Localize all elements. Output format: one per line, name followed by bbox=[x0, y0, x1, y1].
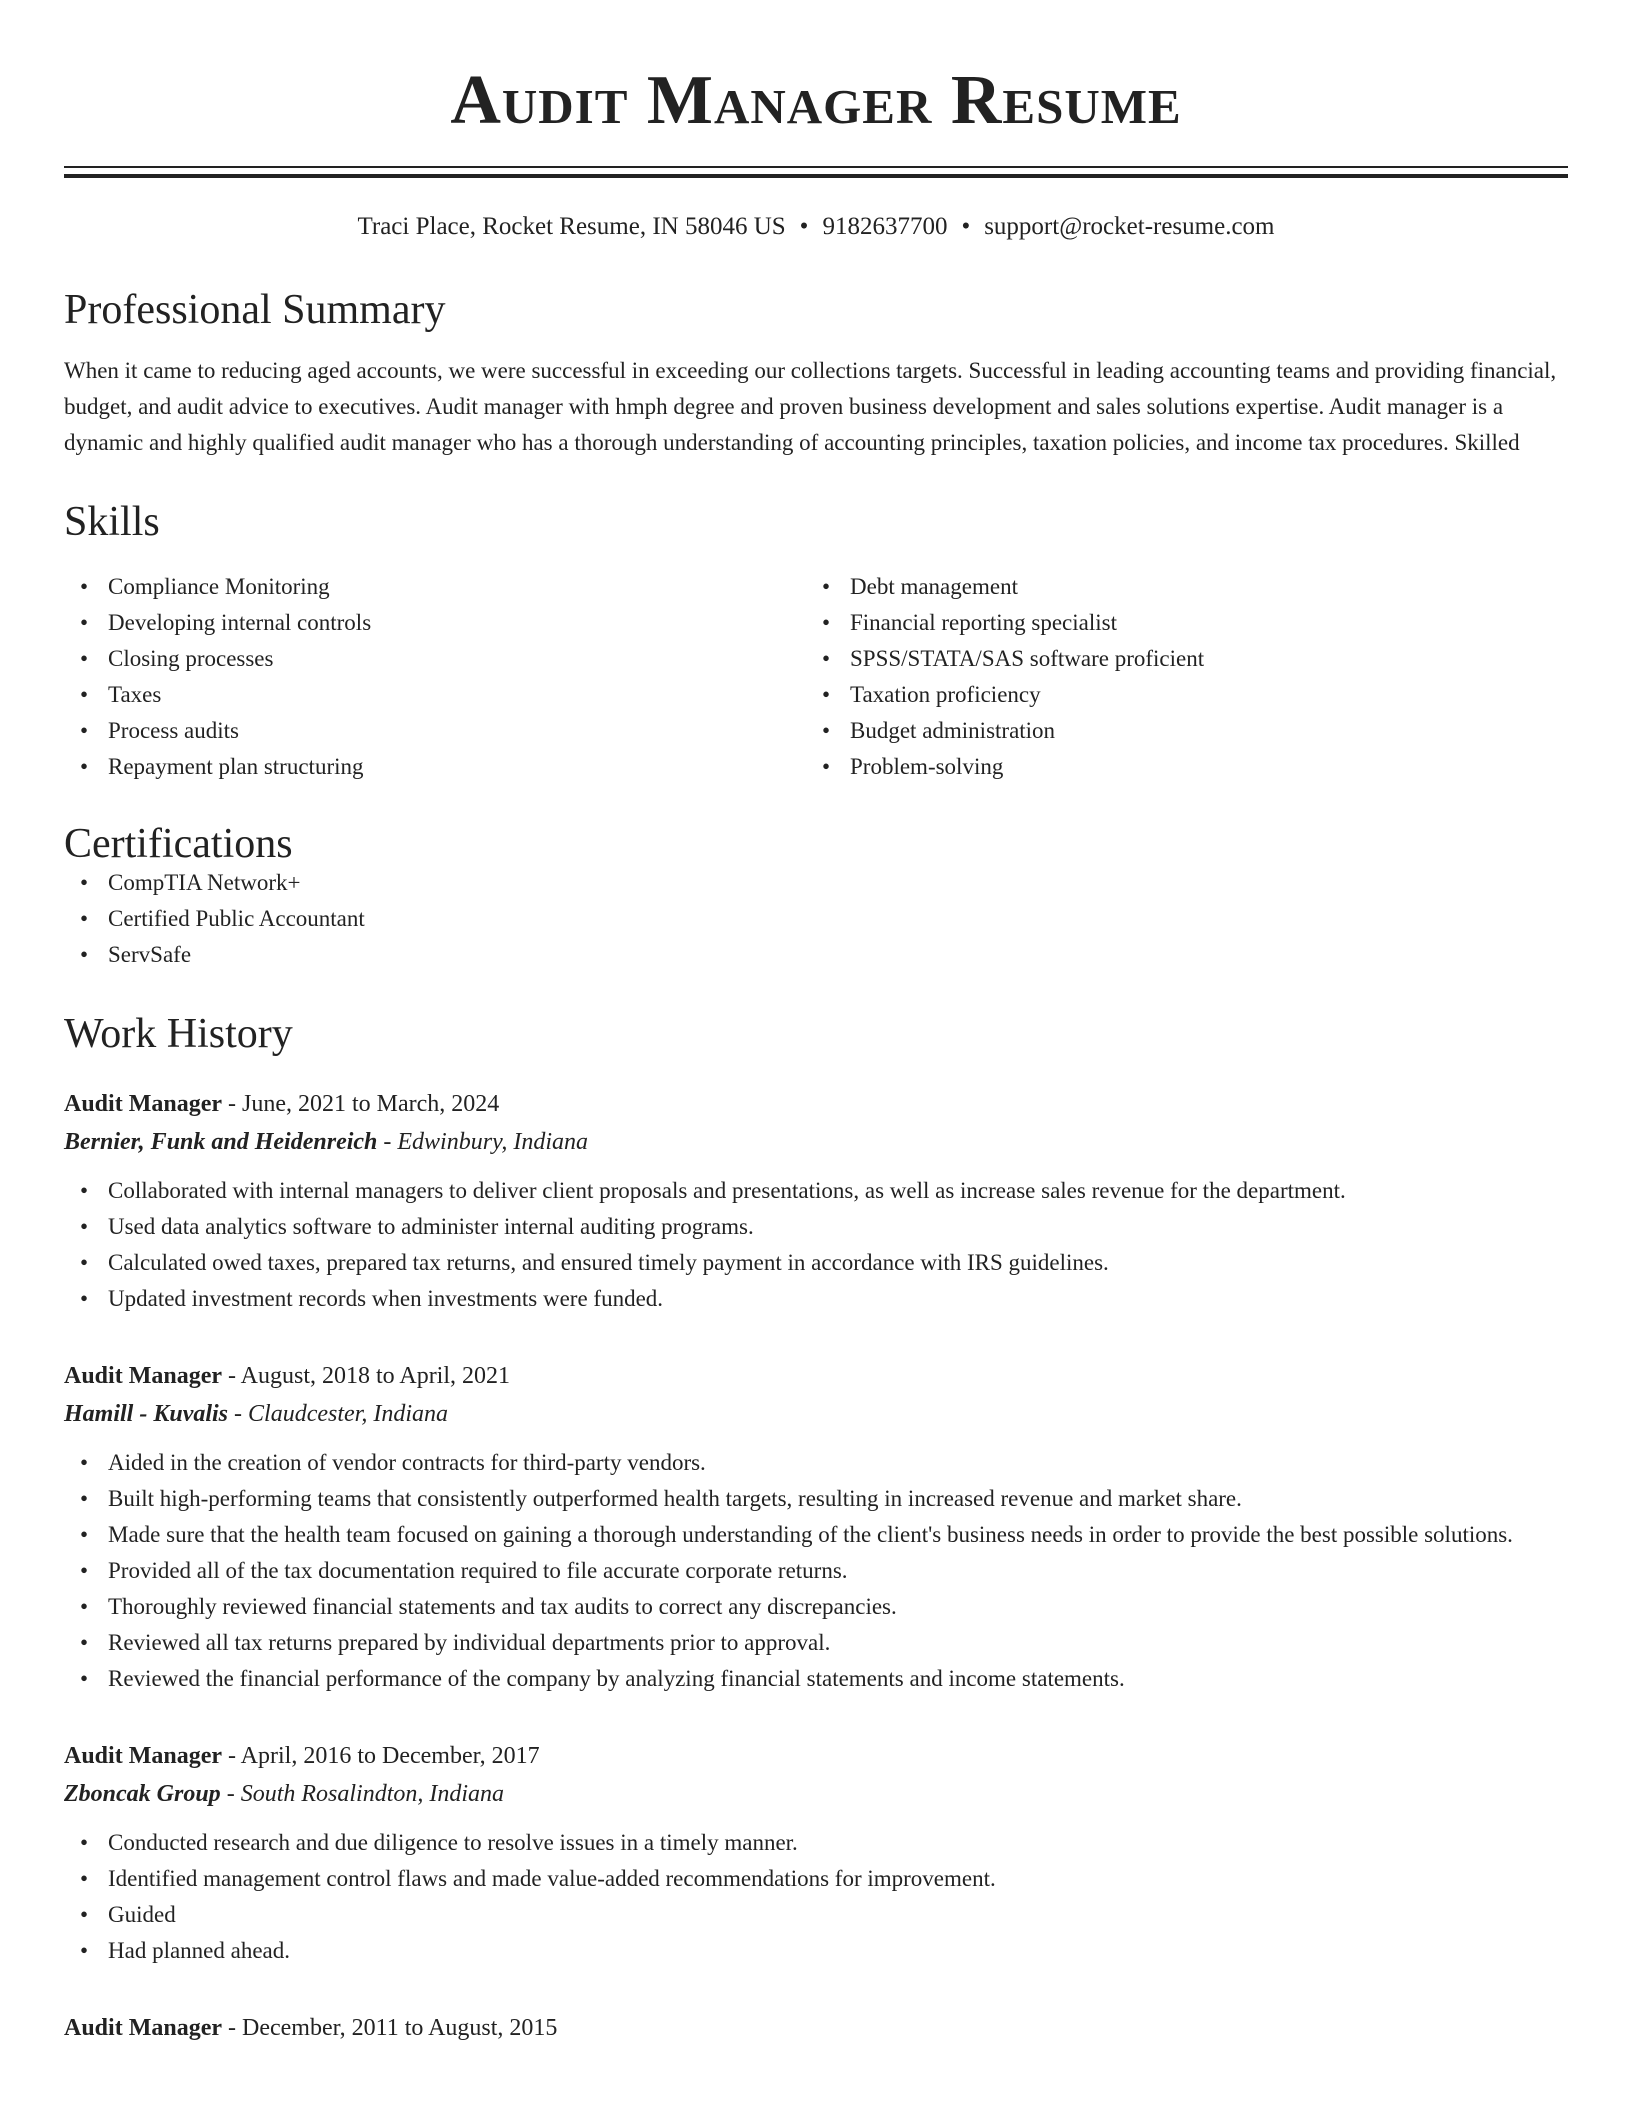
contact-email: support@rocket-resume.com bbox=[984, 213, 1275, 240]
contact-line bbox=[64, 214, 1568, 239]
job-duty-item-text: Built high-performing teams that consistently outperformed health targets, resulting in increased revenue and market share. bbox=[108, 1486, 1242, 1511]
job-entry bbox=[64, 1737, 1568, 1969]
bullet-icon: • bbox=[80, 1522, 89, 1547]
job-duty-item bbox=[64, 1281, 1568, 1317]
bullet-icon: • bbox=[80, 574, 89, 599]
certification-item bbox=[64, 937, 1568, 973]
job-duty-item-text: Updated investment records when investments were funded. bbox=[108, 1286, 664, 1311]
certification-item-text: Certified Public Accountant bbox=[108, 906, 365, 931]
skill-item-text: SPSS/STATA/SAS software proficient bbox=[850, 646, 1205, 671]
summary-text: When it came to reducing aged accounts, we were successful in exceeding our collections targets. Successful in leading accounting teams and providing financial, budget, and audit advice to executives. Audit manager with hmph degree and proven business development and sales solutions expertise. Audit manager is a dynamic and highly qualified audit manager who has a thorough understanding of accounting principles, taxation policies, and income tax procedures. Skilled bbox=[64, 358, 1557, 455]
certification-item bbox=[64, 865, 1568, 901]
contact-separator: • bbox=[961, 213, 971, 240]
job-title: Audit Manager bbox=[64, 1091, 222, 1117]
skill-item-text: Budget administration bbox=[850, 718, 1056, 743]
job-duty-item bbox=[64, 1173, 1568, 1209]
job-dates: April, 2016 to December, 2017 bbox=[240, 1743, 540, 1769]
job-location: Claudcester, Indiana bbox=[248, 1401, 448, 1427]
bullet-icon: • bbox=[80, 1250, 89, 1275]
job-company-line: Hamill - Kuvalis - Claudcester, Indiana bbox=[64, 1401, 448, 1427]
bullet-icon: • bbox=[822, 574, 831, 599]
job-dates: June, 2021 to March, 2024 bbox=[242, 1091, 500, 1117]
bullet-icon: • bbox=[80, 1666, 89, 1691]
job-dates: August, 2018 to April, 2021 bbox=[240, 1363, 511, 1389]
bullet-icon: • bbox=[80, 1866, 89, 1891]
bullet-icon: • bbox=[822, 610, 831, 635]
bullet-icon: • bbox=[80, 646, 89, 671]
contact-address: Traci Place, Rocket Resume, IN 58046 US bbox=[357, 213, 786, 240]
job-title: Audit Manager bbox=[64, 2015, 222, 2041]
bullet-icon: • bbox=[80, 1558, 89, 1583]
job-duty-item bbox=[64, 1553, 1568, 1589]
bullet-icon: • bbox=[80, 870, 89, 895]
skill-item bbox=[806, 569, 1548, 605]
skill-item bbox=[64, 677, 806, 713]
title-rule-thin bbox=[64, 166, 1568, 168]
job-title-line: Audit Manager - June, 2021 to March, 2024 bbox=[64, 1091, 500, 1117]
job-company: Hamill - Kuvalis bbox=[64, 1401, 229, 1427]
work-history-heading: Work History bbox=[64, 1011, 293, 1057]
bullet-icon: • bbox=[80, 754, 89, 779]
job-duty-item-text: Thoroughly reviewed financial statements and tax audits to correct any discrepancies. bbox=[108, 1594, 897, 1619]
job-duty-item bbox=[64, 1933, 1568, 1969]
bullet-icon: • bbox=[822, 646, 831, 671]
work-history-list bbox=[64, 1085, 1568, 2047]
skills-left-column bbox=[64, 569, 806, 785]
job-title: Audit Manager bbox=[64, 1743, 222, 1769]
bullet-icon: • bbox=[80, 1486, 89, 1511]
job-title: Audit Manager bbox=[64, 1363, 222, 1389]
job-duty-item-text: Guided bbox=[108, 1902, 176, 1927]
certifications-list bbox=[64, 865, 1568, 973]
job-duty-item-text: Had planned ahead. bbox=[108, 1938, 291, 1963]
certification-item bbox=[64, 901, 1568, 937]
job-duty-item bbox=[64, 1897, 1568, 1933]
skills-columns bbox=[64, 569, 1568, 785]
certifications-heading: Certifications bbox=[64, 821, 293, 867]
bullet-icon: • bbox=[80, 682, 89, 707]
job-dates: December, 2011 to August, 2015 bbox=[242, 2015, 558, 2041]
job-duty-item bbox=[64, 1245, 1568, 1281]
job-duty-item-text: Reviewed the financial performance of the company by analyzing financial statements and income statements. bbox=[108, 1666, 1125, 1691]
job-entry bbox=[64, 1085, 1568, 1317]
job-duty-item-text: Used data analytics software to administer internal auditing programs. bbox=[108, 1214, 754, 1239]
skill-item-text: Debt management bbox=[850, 574, 1018, 599]
job-title-line: Audit Manager - December, 2011 to August, 2015 bbox=[64, 2015, 558, 2041]
skill-item-text: Repayment plan structuring bbox=[108, 754, 364, 779]
bullet-icon: • bbox=[80, 906, 89, 931]
job-duty-item-text: Calculated owed taxes, prepared tax returns, and ensured timely payment in accordance with IRS guidelines. bbox=[108, 1250, 1109, 1275]
skill-item-text: Financial reporting specialist bbox=[850, 610, 1117, 635]
bullet-icon: • bbox=[80, 1938, 89, 1963]
skills-right-list bbox=[806, 569, 1548, 785]
job-duty-item-text: Reviewed all tax returns prepared by individual departments prior to approval. bbox=[108, 1630, 831, 1655]
job-duty-item-text: Conducted research and due diligence to resolve issues in a timely manner. bbox=[108, 1830, 798, 1855]
bullet-icon: • bbox=[822, 718, 831, 743]
job-duty-item bbox=[64, 1445, 1568, 1481]
job-duty-item bbox=[64, 1825, 1568, 1861]
job-company-line: Bernier, Funk and Heidenreich - Edwinbury, Indiana bbox=[64, 1129, 589, 1155]
summary-heading: Professional Summary bbox=[64, 287, 446, 333]
job-title-line: Audit Manager - April, 2016 to December, 2017 bbox=[64, 1743, 540, 1769]
skill-item bbox=[806, 605, 1548, 641]
bullet-icon: • bbox=[822, 682, 831, 707]
bullet-icon: • bbox=[80, 1286, 89, 1311]
bullet-icon: • bbox=[80, 610, 89, 635]
bullet-icon: • bbox=[80, 1594, 89, 1619]
bullet-icon: • bbox=[822, 754, 831, 779]
certification-item-text: ServSafe bbox=[108, 942, 192, 967]
job-duty-item bbox=[64, 1481, 1568, 1517]
job-duty-item bbox=[64, 1209, 1568, 1245]
contact-separator: • bbox=[799, 213, 809, 240]
job-duties-list bbox=[64, 1173, 1568, 1317]
job-company: Bernier, Funk and Heidenreich bbox=[64, 1129, 378, 1155]
job-duty-item-text: Aided in the creation of vendor contracts for third-party vendors. bbox=[108, 1450, 706, 1475]
bullet-icon: • bbox=[80, 1450, 89, 1475]
certification-item-text: CompTIA Network+ bbox=[108, 870, 301, 895]
job-duty-item-text: Identified management control flaws and made value-added recommendations for improvement. bbox=[108, 1866, 996, 1891]
bullet-icon: • bbox=[80, 942, 89, 967]
bullet-icon: • bbox=[80, 718, 89, 743]
job-duty-item bbox=[64, 1661, 1568, 1697]
job-duty-item bbox=[64, 1625, 1568, 1661]
job-duty-item-text: Collaborated with internal managers to deliver client proposals and presentations, as well as increase sales revenue for the department. bbox=[108, 1178, 1346, 1203]
skill-item bbox=[806, 713, 1548, 749]
skill-item bbox=[64, 641, 806, 677]
skill-item bbox=[806, 641, 1548, 677]
skill-item-text: Compliance Monitoring bbox=[108, 574, 330, 599]
skill-item-text: Problem-solving bbox=[850, 754, 1004, 779]
skill-item bbox=[64, 605, 806, 641]
job-duty-item-text: Provided all of the tax documentation required to file accurate corporate returns. bbox=[108, 1558, 848, 1583]
skill-item bbox=[64, 713, 806, 749]
skill-item-text: Developing internal controls bbox=[108, 610, 372, 635]
job-company: Zboncak Group bbox=[64, 1781, 221, 1807]
job-company-line: Zboncak Group - South Rosalindton, Indiana bbox=[64, 1781, 505, 1807]
skill-item-text: Process audits bbox=[108, 718, 239, 743]
skill-item bbox=[64, 569, 806, 605]
skills-left-list bbox=[64, 569, 806, 785]
job-duties-list bbox=[64, 1825, 1568, 1969]
skill-item-text: Closing processes bbox=[108, 646, 274, 671]
skill-item bbox=[806, 677, 1548, 713]
job-duty-item bbox=[64, 1589, 1568, 1625]
job-entry bbox=[64, 1357, 1568, 1697]
bullet-icon: • bbox=[80, 1830, 89, 1855]
skill-item bbox=[806, 749, 1548, 785]
bullet-icon: • bbox=[80, 1902, 89, 1927]
contact-phone: 9182637700 bbox=[822, 213, 948, 240]
job-duty-item bbox=[64, 1517, 1568, 1553]
skills-heading: Skills bbox=[64, 499, 160, 545]
job-location: Edwinbury, Indiana bbox=[397, 1129, 589, 1155]
bullet-icon: • bbox=[80, 1630, 89, 1655]
skills-right-column bbox=[806, 569, 1548, 785]
bullet-icon: • bbox=[80, 1178, 89, 1203]
job-duties-list bbox=[64, 1445, 1568, 1697]
job-entry bbox=[64, 2009, 1568, 2047]
job-title-line: Audit Manager - August, 2018 to April, 2021 bbox=[64, 1363, 511, 1389]
job-duty-item bbox=[64, 1861, 1568, 1897]
title-rule-thick bbox=[64, 174, 1568, 178]
skill-item bbox=[64, 749, 806, 785]
skill-item-text: Taxation proficiency bbox=[850, 682, 1041, 707]
resume-title: Audit Manager Resume bbox=[450, 62, 1182, 139]
job-location: South Rosalindton, Indiana bbox=[240, 1781, 505, 1807]
job-duty-item-text: Made sure that the health team focused on gaining a thorough understanding of the client's business needs in order to provide the best possible solutions. bbox=[108, 1522, 1513, 1547]
skill-item-text: Taxes bbox=[108, 682, 162, 707]
bullet-icon: • bbox=[80, 1214, 89, 1239]
